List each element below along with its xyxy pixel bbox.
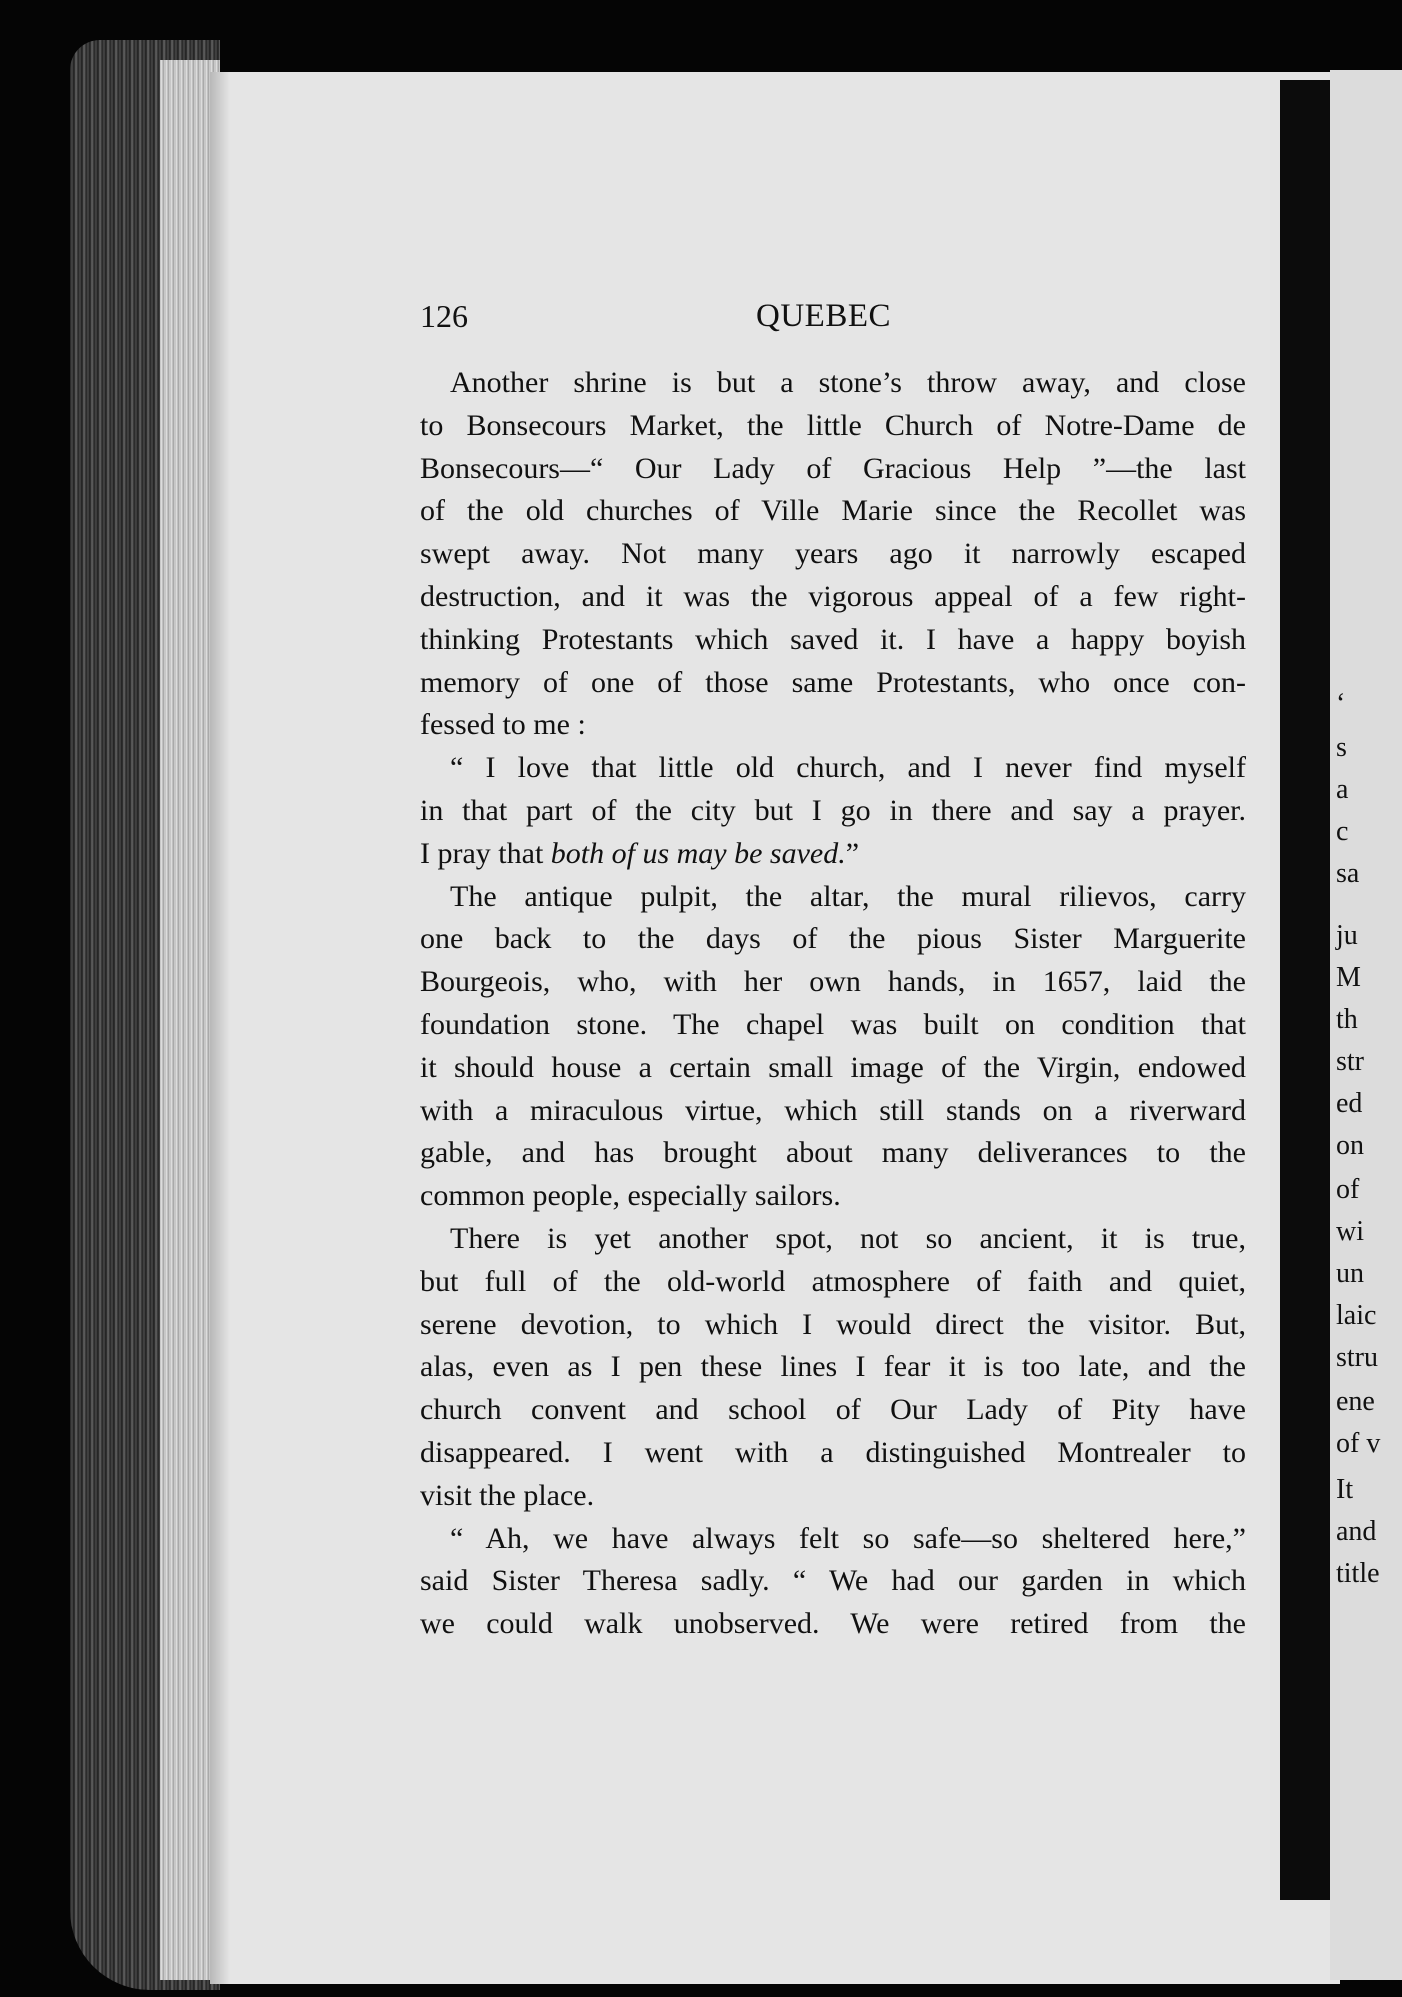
text-line: “ Ah, we have always felt so safe—so sheltered here,”: [450, 1521, 1246, 1555]
facing-fragment: ed: [1336, 1088, 1363, 1119]
facing-fragment: and: [1336, 1516, 1377, 1547]
text-line: Another shrine is but a stone’s throw away, and close: [450, 366, 1246, 399]
text-line: “ I love that little old church, and I never find myself: [450, 751, 1246, 785]
text-line: disappeared. I went with a distinguished Montrealer to: [420, 1435, 1246, 1469]
page-shadow: [210, 72, 230, 1984]
facing-fragment: ‘: [1336, 688, 1346, 719]
facing-fragment: of: [1336, 1174, 1360, 1205]
facing-fragment: sa: [1336, 858, 1360, 889]
facing-fragment: th: [1336, 1004, 1358, 1035]
text-line: fessed to me :: [420, 708, 586, 742]
facing-fragment: on: [1336, 1130, 1364, 1161]
text-line: it should house a certain small image of the Virgin, endowed: [420, 1050, 1246, 1084]
text-line: common people, especially sailors.: [420, 1179, 841, 1213]
facing-page: [1330, 70, 1402, 1980]
text-line: [420, 833, 1246, 876]
facing-fragment: laic: [1336, 1300, 1377, 1331]
text-line: visit the place.: [420, 1478, 595, 1512]
facing-fragment: title: [1336, 1558, 1380, 1589]
text-line: destruction, and it was the vigorous appeal of a few right-: [420, 579, 1246, 613]
facing-fragment: It: [1336, 1474, 1354, 1505]
facing-fragment: of v: [1336, 1428, 1381, 1459]
body-text: [420, 362, 1246, 1646]
facing-fragment: M: [1336, 962, 1361, 993]
text-segment: I pray that: [420, 836, 544, 870]
text-line: swept away. Not many years ago it narrowly escaped: [420, 537, 1246, 571]
text-line: one back to the days of the pious Sister Marguerite: [420, 922, 1246, 956]
text-line: said Sister Theresa sadly. “ We had our garden in which: [420, 1564, 1246, 1598]
running-head: QUEBEC: [756, 298, 891, 334]
page-number: 126: [420, 298, 468, 334]
text-line: thinking Protestants which saved it. I have a happy boyish: [420, 622, 1246, 656]
facing-fragment: un: [1336, 1258, 1364, 1289]
text-line: we could walk unobserved. We were retired from the: [420, 1607, 1246, 1641]
text-line: alas, even as I pen these lines I fear it is too late, and the: [420, 1350, 1246, 1384]
italic-text: both of us may be saved.: [550, 836, 846, 870]
facing-fragment: s: [1336, 732, 1347, 763]
facing-fragment: c: [1336, 816, 1349, 847]
facing-fragment: ene: [1336, 1386, 1375, 1417]
text-line: but full of the old-world atmosphere of faith and quiet,: [420, 1264, 1246, 1298]
facing-fragment: wi: [1336, 1216, 1364, 1247]
facing-fragment: ju: [1336, 920, 1358, 951]
text-line: foundation stone. The chapel was built on condition that: [420, 1007, 1246, 1041]
book-gutter: [1280, 80, 1330, 1900]
text-line: of the old churches of Ville Marie since the Recollet was: [420, 494, 1246, 528]
text-line: with a miraculous virtue, which still stands on a riverward: [420, 1093, 1246, 1127]
facing-fragment: a: [1336, 774, 1349, 805]
text-line: There is yet another spot, not so ancient, it is true,: [450, 1221, 1246, 1255]
text-line: gable, and has brought about many deliverances to the: [420, 1136, 1246, 1170]
facing-fragment: stru: [1336, 1342, 1378, 1373]
text-segment: ”: [845, 836, 860, 870]
facing-fragment: str: [1336, 1046, 1364, 1077]
text-line: church convent and school of Our Lady of Pity have: [420, 1393, 1246, 1427]
text-line: memory of one of those same Protestants, who once con-: [420, 665, 1246, 699]
text-line: in that part of the city but I go in there and say a prayer.: [420, 793, 1246, 827]
text-line: The antique pulpit, the altar, the mural rilievos, carry: [450, 879, 1246, 913]
text-line: Bourgeois, who, with her own hands, in 1657, laid the: [420, 965, 1246, 999]
text-line: Bonsecours—“ Our Lady of Gracious Help ”—the last: [420, 451, 1246, 485]
text-line: serene devotion, to which I would direct the visitor. But,: [420, 1307, 1246, 1341]
text-line: to Bonsecours Market, the little Church of Notre-Dame de: [420, 408, 1246, 442]
